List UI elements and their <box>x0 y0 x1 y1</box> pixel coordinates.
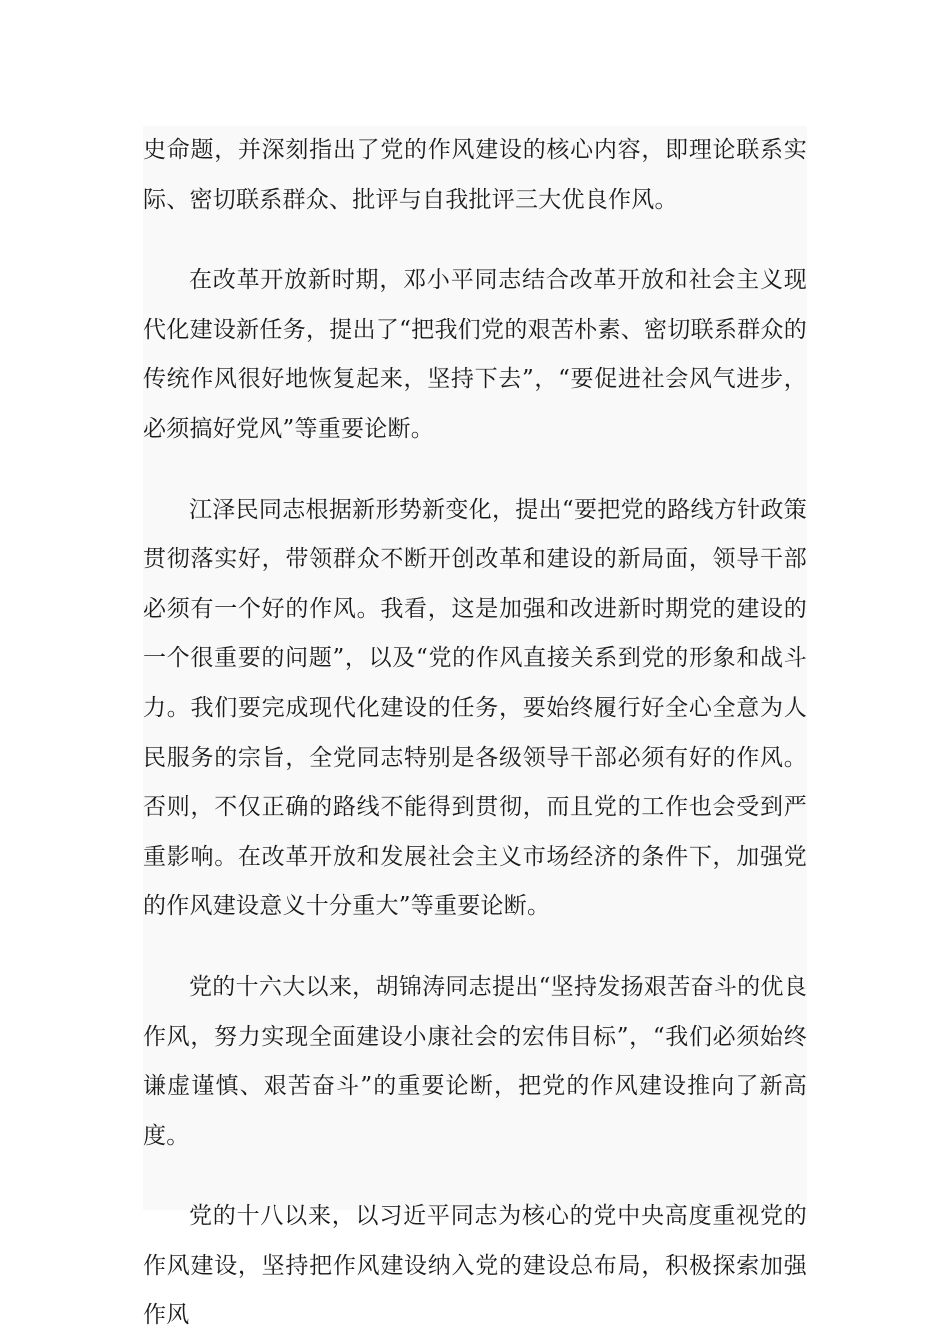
paragraph-deng-xiaoping: 在改革开放新时期，邓小平同志结合改革开放和社会主义现代化建设新任务，提出了“把我们党的艰苦朴素、密切联系群众的传统作风很好地恢复起来，坚持下去”，“要促进社会风气进步，必须搞好党风”等重要论断。 <box>143 267 807 442</box>
paragraph-xi-jinping: 党的十八以来，以习近平同志为核心的党中央高度重视党的作风建设，坚持把作风建设纳入党的建设总布局，积极探索加强作风 <box>143 1203 807 1329</box>
document-body <box>143 126 807 1329</box>
paragraph-jiang-zemin: 江泽民同志根据新形势新变化，提出“要把党的路线方针政策贯彻落实好，带领群众不断开创改革和建设的新局面，领导干部必须有一个好的作风。我看，这是加强和改进新时期党的建设的一个很重要的问题”，以及“党的作风直接关系到党的形象和战斗力。我们要完成现代化建设的任务，要始终履行好全心全意为人民服务的宗旨，全党同志特别是各级领导干部必须有好的作风。否则，不仅正确的路线不能得到贯彻，而且党的工作也会受到严重影响。在改革开放和发展社会主义市场经济的条件下，加强党的作风建设意义十分重大”等重要论断。 <box>143 496 807 920</box>
paragraph-hu-jintao: 党的十六大以来，胡锦涛同志提出“坚持发扬艰苦奋斗的优良作风，努力实现全面建设小康社会的宏伟目标”，“我们必须始终谦虚谨慎、艰苦奋斗”的重要论断，把党的作风建设推向了新高度。 <box>143 973 807 1149</box>
paragraph-continuation: 史命题，并深刻指出了党的作风建设的核心内容，即理论联系实际、密切联系群众、批评与自我批评三大优良作风。 <box>143 137 807 213</box>
